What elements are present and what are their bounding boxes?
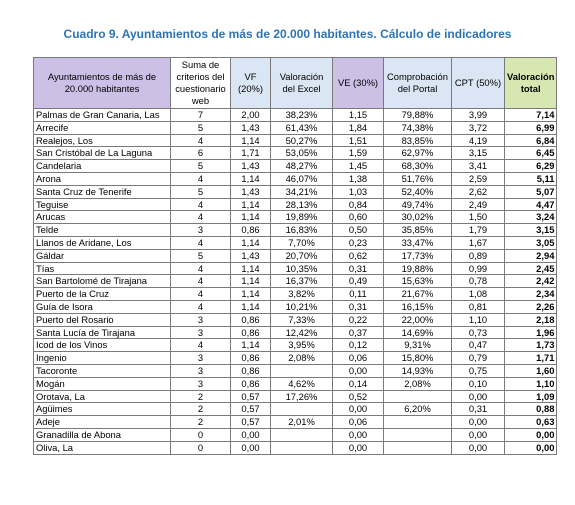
table-row (34, 198, 557, 211)
cell-valexcel (271, 428, 333, 441)
cell-name: Guía de Isora (34, 300, 171, 313)
cell-ve: 0,31 (333, 262, 384, 275)
cell-comp: 30,02% (384, 211, 452, 224)
table-title: Cuadro 9. Ayuntamientos de más de 20.000 habitantes. Cálculo de indicadores (63, 27, 512, 41)
table-row (34, 364, 557, 377)
cell-vf: 2,00 (231, 109, 271, 122)
cell-ve: 1,59 (333, 147, 384, 160)
cell-name: Arucas (34, 211, 171, 224)
cell-total: 3,15 (505, 224, 557, 237)
cell-name: San Bartolomé de Tirajana (34, 275, 171, 288)
table-row (34, 147, 557, 160)
cell-ve: 0,12 (333, 339, 384, 352)
cell-suma: 0 (171, 428, 231, 441)
cell-ve: 1,51 (333, 134, 384, 147)
cell-suma: 4 (171, 262, 231, 275)
cell-ve: 0,60 (333, 211, 384, 224)
cell-total: 0,88 (505, 403, 557, 416)
table-row (34, 288, 557, 301)
cell-suma: 5 (171, 185, 231, 198)
cell-valexcel: 2,08% (271, 352, 333, 365)
table-row (34, 403, 557, 416)
cell-valexcel: 16,37% (271, 275, 333, 288)
cell-total: 3,24 (505, 211, 557, 224)
cell-name: Puerto de la Cruz (34, 288, 171, 301)
cell-ve: 0,62 (333, 249, 384, 262)
table-row (34, 339, 557, 352)
cell-ve: 0,50 (333, 224, 384, 237)
cell-ve: 1,45 (333, 160, 384, 173)
cell-suma: 5 (171, 121, 231, 134)
cell-comp: 6,20% (384, 403, 452, 416)
table-row (34, 352, 557, 365)
cell-comp: 9,31% (384, 339, 452, 352)
cell-comp: 49,74% (384, 198, 452, 211)
cell-ve: 0,52 (333, 390, 384, 403)
cell-name: Ingenio (34, 352, 171, 365)
cell-name: Gáldar (34, 249, 171, 262)
cell-ve: 0,14 (333, 377, 384, 390)
header-name: Ayuntamientos de más de 20.000 habitantes (34, 58, 171, 109)
table-row (34, 262, 557, 275)
cell-comp (384, 416, 452, 429)
cell-suma: 0 (171, 441, 231, 454)
cell-comp: 16,15% (384, 300, 452, 313)
table-row (34, 121, 557, 134)
cell-cpt: 0,00 (452, 390, 505, 403)
cell-suma: 2 (171, 403, 231, 416)
cell-total: 6,99 (505, 121, 557, 134)
cell-vf: 1,14 (231, 134, 271, 147)
table-row (34, 224, 557, 237)
cell-ve: 1,38 (333, 172, 384, 185)
cell-suma: 4 (171, 275, 231, 288)
cell-comp: 35,85% (384, 224, 452, 237)
cell-valexcel: 50,27% (271, 134, 333, 147)
cell-valexcel: 34,21% (271, 185, 333, 198)
cell-cpt: 1,10 (452, 313, 505, 326)
cell-cpt: 0,78 (452, 275, 505, 288)
cell-name: Telde (34, 224, 171, 237)
cell-vf: 0,57 (231, 416, 271, 429)
cell-valexcel: 3,82% (271, 288, 333, 301)
cell-cpt: 2,49 (452, 198, 505, 211)
cell-ve: 0,11 (333, 288, 384, 301)
cell-name: Puerto del Rosario (34, 313, 171, 326)
cell-vf: 1,43 (231, 160, 271, 173)
cell-vf: 1,43 (231, 121, 271, 134)
table-row (34, 313, 557, 326)
cell-cpt: 0,47 (452, 339, 505, 352)
header-row (34, 58, 557, 109)
cell-cpt: 1,79 (452, 224, 505, 237)
table-row (34, 109, 557, 122)
table-row (34, 249, 557, 262)
cell-cpt: 3,15 (452, 147, 505, 160)
cell-valexcel: 20,70% (271, 249, 333, 262)
cell-ve: 0,49 (333, 275, 384, 288)
cell-cpt: 0,99 (452, 262, 505, 275)
cell-comp (384, 390, 452, 403)
cell-valexcel: 38,23% (271, 109, 333, 122)
cell-comp: 14,93% (384, 364, 452, 377)
cell-total: 5,07 (505, 185, 557, 198)
cell-name: Realejos, Los (34, 134, 171, 147)
cell-total: 6,45 (505, 147, 557, 160)
cell-suma: 7 (171, 109, 231, 122)
cell-total: 6,29 (505, 160, 557, 173)
cell-total: 4,47 (505, 198, 557, 211)
cell-valexcel: 53,05% (271, 147, 333, 160)
header-total: Valoración total (505, 58, 557, 109)
table-row (34, 236, 557, 249)
cell-total: 6,84 (505, 134, 557, 147)
cell-vf: 0,86 (231, 313, 271, 326)
cell-name: San Cristóbal de La Laguna (34, 147, 171, 160)
cell-valexcel: 2,01% (271, 416, 333, 429)
cell-suma: 2 (171, 416, 231, 429)
cell-comp: 52,40% (384, 185, 452, 198)
cell-suma: 3 (171, 326, 231, 339)
cell-cpt: 0,10 (452, 377, 505, 390)
header-cpt: CPT (50%) (452, 58, 505, 109)
cell-valexcel: 17,26% (271, 390, 333, 403)
cell-valexcel: 10,35% (271, 262, 333, 275)
table-row (34, 172, 557, 185)
table-row (34, 134, 557, 147)
cell-cpt: 0,00 (452, 428, 505, 441)
cell-vf: 1,14 (231, 262, 271, 275)
cell-ve: 0,00 (333, 403, 384, 416)
table-row (34, 416, 557, 429)
cell-suma: 4 (171, 300, 231, 313)
cell-vf: 0,00 (231, 441, 271, 454)
cell-comp: 68,30% (384, 160, 452, 173)
cell-suma: 3 (171, 224, 231, 237)
cell-ve: 0,00 (333, 364, 384, 377)
cell-name: Arona (34, 172, 171, 185)
cell-comp: 83,85% (384, 134, 452, 147)
cell-vf: 0,86 (231, 224, 271, 237)
cell-total: 1,09 (505, 390, 557, 403)
table-row (34, 441, 557, 454)
cell-valexcel (271, 403, 333, 416)
cell-cpt: 0,79 (452, 352, 505, 365)
cell-name: Tías (34, 262, 171, 275)
cell-valexcel: 10,21% (271, 300, 333, 313)
cell-ve: 0,37 (333, 326, 384, 339)
cell-suma: 3 (171, 377, 231, 390)
cell-valexcel: 7,33% (271, 313, 333, 326)
cell-valexcel: 12,42% (271, 326, 333, 339)
cell-ve: 0,84 (333, 198, 384, 211)
cell-suma: 4 (171, 236, 231, 249)
cell-total: 2,26 (505, 300, 557, 313)
cell-name: Granadilla de Abona (34, 428, 171, 441)
cell-total: 2,94 (505, 249, 557, 262)
cell-name: Candelaria (34, 160, 171, 173)
cell-suma: 6 (171, 147, 231, 160)
cell-total: 2,42 (505, 275, 557, 288)
cell-comp: 15,80% (384, 352, 452, 365)
cell-valexcel: 46,07% (271, 172, 333, 185)
cell-cpt: 1,67 (452, 236, 505, 249)
cell-suma: 4 (171, 211, 231, 224)
cell-comp: 21,67% (384, 288, 452, 301)
table-row (34, 326, 557, 339)
header-ve: VE (30%) (333, 58, 384, 109)
cell-suma: 3 (171, 352, 231, 365)
header-vf: VF (20%) (231, 58, 271, 109)
cell-name: Llanos de Aridane, Los (34, 236, 171, 249)
cell-total: 2,18 (505, 313, 557, 326)
cell-valexcel: 4,62% (271, 377, 333, 390)
cell-suma: 4 (171, 288, 231, 301)
table-body (34, 109, 557, 455)
cell-vf: 1,14 (231, 339, 271, 352)
cell-cpt: 0,00 (452, 416, 505, 429)
cell-name: Santa Cruz de Tenerife (34, 185, 171, 198)
cell-name: Orotava, La (34, 390, 171, 403)
cell-name: Tacoronte (34, 364, 171, 377)
cell-total: 7,14 (505, 109, 557, 122)
cell-comp: 79,88% (384, 109, 452, 122)
cell-vf: 1,14 (231, 300, 271, 313)
cell-vf: 1,43 (231, 249, 271, 262)
cell-name: Arrecife (34, 121, 171, 134)
cell-comp (384, 441, 452, 454)
cell-comp: 14,69% (384, 326, 452, 339)
cell-suma: 4 (171, 172, 231, 185)
cell-name: Adeje (34, 416, 171, 429)
table-row (34, 160, 557, 173)
cell-vf: 1,43 (231, 185, 271, 198)
cell-cpt: 4,19 (452, 134, 505, 147)
cell-valexcel: 3,95% (271, 339, 333, 352)
table-row (34, 428, 557, 441)
cell-suma: 2 (171, 390, 231, 403)
cell-valexcel: 16,83% (271, 224, 333, 237)
cell-valexcel: 7,70% (271, 236, 333, 249)
header-valoracion-excel: Valoración del Excel (271, 58, 333, 109)
cell-cpt: 0,00 (452, 441, 505, 454)
cell-vf: 0,86 (231, 352, 271, 365)
cell-vf: 0,86 (231, 364, 271, 377)
header-suma: Suma de criterios del cuestionario web (171, 58, 231, 109)
cell-ve: 0,23 (333, 236, 384, 249)
cell-ve: 0,00 (333, 428, 384, 441)
cell-vf: 1,14 (231, 198, 271, 211)
cell-comp: 17,73% (384, 249, 452, 262)
cell-total: 1,60 (505, 364, 557, 377)
cell-total: 2,45 (505, 262, 557, 275)
cell-ve: 0,06 (333, 416, 384, 429)
cell-cpt: 0,89 (452, 249, 505, 262)
cell-name: Agüimes (34, 403, 171, 416)
table-row (34, 300, 557, 313)
cell-vf: 0,00 (231, 428, 271, 441)
cell-cpt: 0,75 (452, 364, 505, 377)
cell-vf: 1,14 (231, 211, 271, 224)
cell-vf: 1,14 (231, 288, 271, 301)
cell-total: 3,05 (505, 236, 557, 249)
cell-total: 0,63 (505, 416, 557, 429)
cell-comp: 2,08% (384, 377, 452, 390)
cell-total: 1,10 (505, 377, 557, 390)
cell-cpt: 2,59 (452, 172, 505, 185)
cell-comp: 51,76% (384, 172, 452, 185)
cell-suma: 5 (171, 160, 231, 173)
cell-total: 2,34 (505, 288, 557, 301)
cell-cpt: 2,62 (452, 185, 505, 198)
cell-total: 5,11 (505, 172, 557, 185)
cell-valexcel: 28,13% (271, 198, 333, 211)
cell-valexcel: 48,27% (271, 160, 333, 173)
cell-ve: 0,00 (333, 441, 384, 454)
cell-total: 1,71 (505, 352, 557, 365)
cell-vf: 1,71 (231, 147, 271, 160)
cell-valexcel (271, 364, 333, 377)
cell-valexcel: 19,89% (271, 211, 333, 224)
table-row (34, 390, 557, 403)
cell-cpt: 1,08 (452, 288, 505, 301)
table-row (34, 211, 557, 224)
cell-ve: 0,22 (333, 313, 384, 326)
table-row (34, 185, 557, 198)
indicators-table (33, 57, 557, 455)
cell-total: 1,96 (505, 326, 557, 339)
cell-suma: 4 (171, 134, 231, 147)
cell-cpt: 0,73 (452, 326, 505, 339)
cell-ve: 0,06 (333, 352, 384, 365)
cell-cpt: 3,72 (452, 121, 505, 134)
cell-name: Icod de los Vinos (34, 339, 171, 352)
cell-cpt: 1,50 (452, 211, 505, 224)
cell-name: Mogán (34, 377, 171, 390)
cell-suma: 3 (171, 364, 231, 377)
cell-vf: 0,86 (231, 377, 271, 390)
cell-cpt: 0,81 (452, 300, 505, 313)
cell-comp: 62,97% (384, 147, 452, 160)
cell-name: Santa Lucía de Tirajana (34, 326, 171, 339)
cell-ve: 1,03 (333, 185, 384, 198)
cell-ve: 1,15 (333, 109, 384, 122)
cell-vf: 0,57 (231, 390, 271, 403)
cell-valexcel: 61,43% (271, 121, 333, 134)
cell-vf: 0,86 (231, 326, 271, 339)
cell-ve: 0,31 (333, 300, 384, 313)
cell-vf: 1,14 (231, 172, 271, 185)
cell-total: 1,73 (505, 339, 557, 352)
cell-name: Palmas de Gran Canaria, Las (34, 109, 171, 122)
cell-valexcel (271, 441, 333, 454)
cell-comp: 74,38% (384, 121, 452, 134)
cell-cpt: 3,99 (452, 109, 505, 122)
cell-suma: 4 (171, 198, 231, 211)
cell-total: 0,00 (505, 428, 557, 441)
cell-suma: 5 (171, 249, 231, 262)
cell-comp (384, 428, 452, 441)
cell-vf: 1,14 (231, 275, 271, 288)
table-row (34, 275, 557, 288)
cell-name: Oliva, La (34, 441, 171, 454)
cell-cpt: 0,31 (452, 403, 505, 416)
cell-vf: 0,57 (231, 403, 271, 416)
cell-comp: 15,63% (384, 275, 452, 288)
cell-total: 0,00 (505, 441, 557, 454)
table-row (34, 377, 557, 390)
cell-name: Teguise (34, 198, 171, 211)
cell-suma: 3 (171, 313, 231, 326)
cell-suma: 4 (171, 339, 231, 352)
cell-ve: 1,84 (333, 121, 384, 134)
cell-cpt: 3,41 (452, 160, 505, 173)
cell-comp: 22,00% (384, 313, 452, 326)
cell-comp: 33,47% (384, 236, 452, 249)
cell-comp: 19,88% (384, 262, 452, 275)
cell-vf: 1,14 (231, 236, 271, 249)
header-comprobacion: Comprobación del Portal (384, 58, 452, 109)
